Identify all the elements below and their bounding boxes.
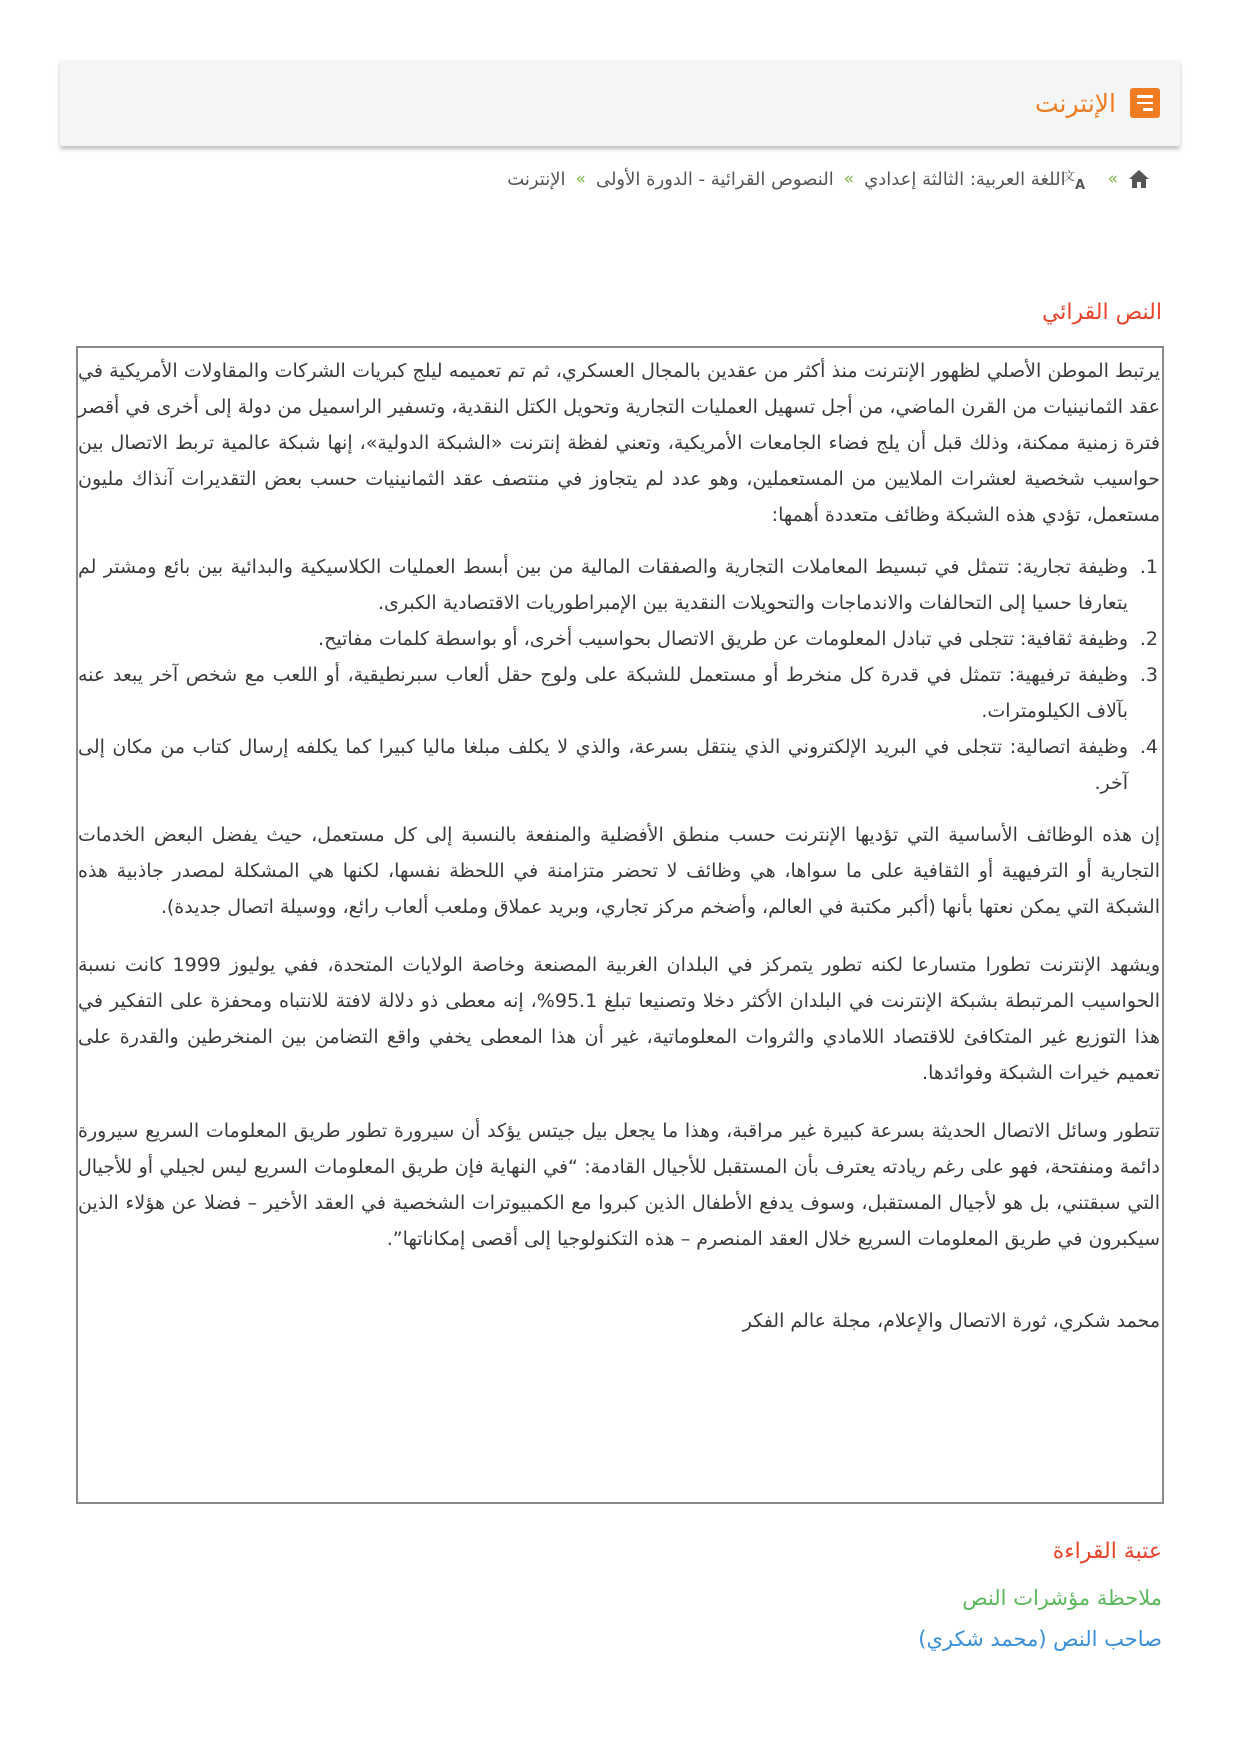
- text-paragraph-4: تتطور وسائل الاتصال الحديثة بسرعة كبيرة غير مراقبة، وهذا ما يجعل بيل جيتس يؤكد أن سيرورة تطور طريق المعلومات السريع سيرورة دائمة ومنفتحة، فهو على رغم ريادته يعترف بأن المستقبل للأجيال القادمة: “في النهاية فإن طريق المعلومات السريع ليس لجيلي أو للأجيال التي سبقتني، بل هو لأجيال المستقبل، وسوف يدفع الأطفال الذين كبروا مع الكمبيوترات الشخصية في العقد الأخير – فضلا عن هؤلاء الذين سيكبرون في طريق المعلومات السريع خلال العقد المنصرم – هذه التكنولوجيا إلى أقصى إمكاناتها”.: [78, 1120, 1160, 1250]
- reading-threshold-heading: عتبة القراءة: [1052, 1539, 1162, 1564]
- translate-icon: [1062, 168, 1098, 193]
- text-paragraph-intro: يرتبط الموطن الأصلي لظهور الإنترنت منذ أكثر من عقدين بالمجال العسكري، ثم تم تعميمه ليلج كبريات الشركات والمقاولات الأمريكية في عقد الثمانينيات من القرن الماضي، من أجل تسهيل العمليات التجارية وتحويل الكتل النقدية، وتسفير الراسميل من دولة إلى أخرى في أقصر فترة زمنية ممكنة، وذلك قبل أن يلج فضاء الجامعات الأمريكية، وتعني لفظة إنترنت «الشبكة الدولية»، إنها شبكة عالمية تربط الاتصال بين حواسيب شخصية لعشرات الملايين من المستعملين، وهو عدد لم يتجاوز في منتصف عقد الثمانينيات حسب بعض التقديرات آنذاك مليون مستعمل، تؤدي هذه الشبكة وظائف متعددة أهمها:: [78, 360, 1160, 526]
- title-bar: [60, 60, 1180, 146]
- page-title: الإنترنت: [1034, 88, 1116, 118]
- author-link[interactable]: صاحب النص (محمد شكري): [918, 1627, 1162, 1651]
- text-paragraph-3: ويشهد الإنترنت تطورا متسارعا لكنه تطور يتمركز في البلدان الغربية المصنعة وخاصة الولايات المتحدة، ففي يوليوز 1999 كانت نسبة الحواسيب المرتبطة بشبكة الإنترنت في البلدان الأكثر دخلا وتصنيعا تبلغ 95.1%، إنه معطى ذو دلالة لافتة للانتباه ومحفزة على التفكير في هذا التوزيع غير المتكافئ للاقتصاد اللامادي والثروات المعلوماتية، غير أن هذا المعطى يخفي واقع التضامن بين المنخرطين والقدرة على تعميم خيرات الشبكة وفوائدها.: [78, 954, 1160, 1084]
- document-icon: [1130, 88, 1160, 118]
- breadcrumb-item-current: الإنترنت: [507, 168, 566, 190]
- text-source: محمد شكري، ثورة الاتصال والإعلام، مجلة عالم الفكر: [742, 1310, 1160, 1332]
- breadcrumb-separator: »: [575, 169, 586, 189]
- list-item: 2. وظيفة ثقافية: تتجلى في تبادل المعلومات عن طريق الاتصال بحواسيب أخرى، أو بواسطة كلمات مفاتيح.: [318, 628, 1158, 650]
- list-item: 4. وظيفة اتصالية: تتجلى في البريد الإلكتروني الذي ينتقل بسرعة، والذي لا يكلف مبلغا ماليا كبيرا كما يكلفه إرسال كتاب من مكان إلى آخر.: [78, 736, 1158, 794]
- svg-text:A: A: [1074, 178, 1085, 193]
- breadcrumb-separator: »: [843, 169, 855, 189]
- breadcrumb: [507, 168, 1150, 193]
- reading-text-box: [76, 346, 1164, 1504]
- list-item: 1. وظيفة تجارية: تتمثل في تبسيط المعاملات التجارية والصفقات المالية من بين أبسط العمليات الكلاسيكية والبدائية بين بائع ومشتر لم يتعارفا حسيا إلى التحالفات والاندماجات والتحويلات النقدية بين الإمبراطوريات الاقتصادية الكبرى.: [78, 556, 1158, 614]
- list-item: 3. وظيفة ترفيهية: تتمثل في قدرة كل منخرط أو مستعمل للشبكة على ولوج حقل ألعاب سبرنطيقية، أو اللعب مع شخص آخر يبعد عنه بآلاف الكيلومترات.: [78, 664, 1158, 722]
- section-heading: النص القرائي: [1041, 300, 1162, 325]
- text-paragraph-2: إن هذه الوظائف الأساسية التي تؤديها الإنترنت حسب منطق الأفضلية والمنفعة بالنسبة إلى كل مستعمل، حيث يفضل البعض الخدمات التجارية أو الترفيهية أو الثقافية على ما سواها، هي وظائف لا تحضر متزامنة في اللحظة نفسها، لكنها هي المشكلة لمصدر جاذبية هذه الشبكة التي يمكن نعتها بأنها (أكبر مكتبة في العالم، وأضخم مركز تجاري، وبريد عملاق وملعب ألعاب رائع، ووسيلة اتصال جديدة).: [78, 824, 1160, 918]
- breadcrumb-item-section[interactable]: النصوص القرائية - الدورة الأولى: [595, 168, 834, 190]
- home-icon[interactable]: [1128, 169, 1150, 189]
- svg-text:文: 文: [1062, 169, 1075, 183]
- breadcrumb-separator: »: [1107, 169, 1118, 189]
- breadcrumb-item-subject[interactable]: اللغة العربية: الثالثة إعدادي: [864, 168, 1066, 190]
- functions-list: [78, 549, 1160, 801]
- text-indicators-link[interactable]: ملاحظة مؤشرات النص: [962, 1586, 1162, 1610]
